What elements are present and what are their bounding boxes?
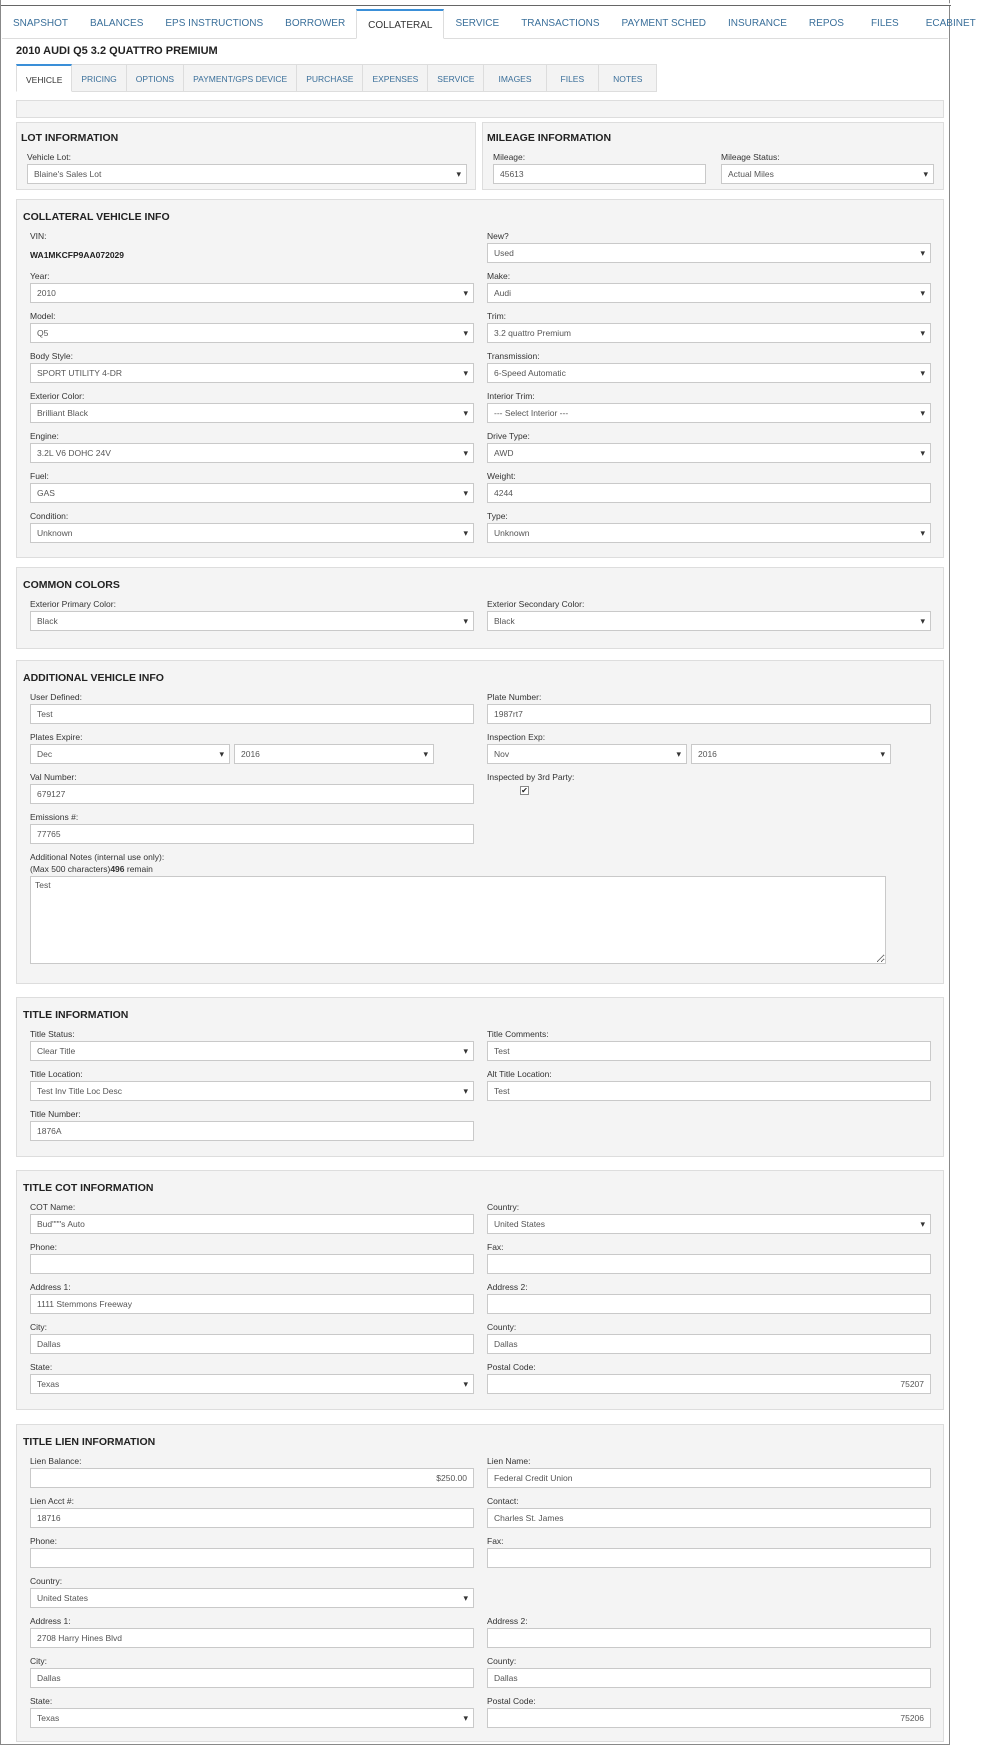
action-strip [16,100,944,118]
additional-notes-textarea[interactable] [30,876,886,964]
mileage-status-label: Mileage Status: [721,152,780,162]
user-defined-label: User Defined: [30,692,82,702]
engine-select[interactable]: 3.2L V6 DOHC 24V ▾ [30,443,474,463]
exterior-primary-color-label: Exterior Primary Color: [30,599,116,609]
body-style-label: Body Style: [30,351,73,361]
lien-balance-label: Lien Balance: [30,1456,82,1466]
cot-address1-input[interactable]: 1111 Stemmons Freeway [30,1294,474,1314]
tab-ecabinet[interactable]: ECABINET [925,18,976,29]
exterior-color-label: Exterior Color: [30,391,85,401]
cot-country-label: Country: [487,1202,520,1212]
exterior-secondary-color-label: Exterior Secondary Color: [487,599,585,609]
lien-contact-input[interactable]: Charles St. James [487,1508,931,1528]
inspected-by-3rd-party-label: Inspected by 3rd Party: [487,772,575,782]
val-number-label: Val Number: [30,772,77,782]
subtab-vehicle[interactable]: VEHICLE [16,64,72,92]
title-location-select[interactable]: Test Inv Title Loc Desc ▾ [30,1081,474,1101]
subtab-notes[interactable]: NOTES [599,64,657,92]
cot-state-select[interactable]: Texas ▾ [30,1374,474,1394]
title-cot-information-panel [16,1170,944,1410]
notes-remaining-count: 496 [110,864,125,874]
lien-postal-code-label: Postal Code: [487,1696,536,1706]
subtab-service[interactable]: SERVICE [428,64,484,92]
tab-eps-instructions[interactable]: EPS INSTRUCTIONS [165,18,264,29]
lien-address2-input[interactable] [487,1628,931,1648]
exterior-secondary-color-select[interactable]: Black ▾ [487,611,931,631]
section-title: MILEAGE INFORMATION [487,132,612,144]
weight-input[interactable]: 4244 [487,483,931,503]
title-number-label: Title Number: [30,1109,81,1119]
title-status-label: Title Status: [30,1029,75,1039]
lien-address1-label: Address 1: [30,1616,71,1626]
model-label: Model: [30,311,56,321]
val-number-input[interactable]: 679127 [30,784,474,804]
drive-type-select[interactable]: AWD ▾ [487,443,931,463]
title-comments-input[interactable]: Test [487,1041,931,1061]
title-status-select[interactable]: Clear Title ▾ [30,1041,474,1061]
alt-title-location-label: Alt Title Location: [487,1069,552,1079]
page-title: 2010 AUDI Q5 3.2 QUATTRO PREMIUM [16,45,218,57]
lien-state-label: State: [30,1696,53,1706]
trim-select[interactable]: 3.2 quattro Premium ▾ [487,323,931,343]
lien-country-select[interactable]: United States ▾ [30,1588,474,1608]
inspected-checkbox[interactable]: ✔ [521,786,528,795]
vin-value: WA1MKCFP9AA072029 [30,250,125,260]
interior-trim-select[interactable]: --- Select Interior --- ▾ [487,403,931,423]
weight-label: Weight: [487,471,516,481]
tab-snapshot[interactable]: SNAPSHOT [13,18,69,29]
cot-phone-label: Phone: [30,1242,57,1252]
notes-char-counter [30,864,153,874]
lien-postal-code-input[interactable]: 75206 [487,1708,931,1728]
tab-insurance[interactable]: INSURANCE [728,18,787,29]
cot-address2-label: Address 2: [487,1282,528,1292]
lien-balance-input[interactable]: $250.00 [30,1468,474,1488]
title-location-label: Title Location: [30,1069,83,1079]
tab-collateral[interactable]: COLLATERAL [356,9,444,39]
plates-expire-month-select[interactable]: Dec ▾ [30,744,230,764]
drive-type-label: Drive Type: [487,431,530,441]
mileage-status-select[interactable]: Actual Miles ▾ [721,164,934,184]
section-title: TITLE LIEN INFORMATION [23,1436,156,1448]
model-select[interactable]: Q5 ▾ [30,323,474,343]
tab-borrower[interactable]: BORROWER [285,18,346,29]
cot-county-input[interactable]: Dallas [487,1334,931,1354]
emissions-label: Emissions #: [30,812,79,822]
fuel-select[interactable]: GAS ▾ [30,483,474,503]
plate-number-label: Plate Number: [487,692,542,702]
tab-transactions[interactable]: TRANSACTIONS [521,18,600,29]
cot-city-label: City: [30,1322,47,1332]
main-tab-bar [2,9,976,39]
plate-number-input[interactable]: 1987rt7 [487,704,931,724]
sub-tab-bar [16,64,657,92]
fuel-label: Fuel: [30,471,49,481]
subtab-files[interactable]: FILES [547,64,600,92]
lien-phone-input[interactable] [30,1548,474,1568]
section-title: TITLE INFORMATION [23,1009,129,1021]
common-colors-panel [16,567,944,649]
section-title: COMMON COLORS [23,579,120,591]
cot-address1-label: Address 1: [30,1282,71,1292]
additional-notes-label: Additional Notes (internal use only): [30,852,165,862]
additional-vehicle-info-panel [16,660,944,984]
year-label: Year: [30,271,50,281]
collateral-vehicle-info-panel [16,199,944,558]
tab-service[interactable]: SERVICE [455,18,500,29]
plates-expire-label: Plates Expire: [30,732,83,742]
engine-label: Engine: [30,431,59,441]
lien-name-input[interactable]: Federal Credit Union [487,1468,931,1488]
cot-state-label: State: [30,1362,53,1372]
body-style-select[interactable]: SPORT UTILITY 4-DR ▾ [30,363,474,383]
lien-fax-label: Fax: [487,1536,504,1546]
transmission-label: Transmission: [487,351,540,361]
lien-address2-label: Address 2: [487,1616,528,1626]
section-title: ADDITIONAL VEHICLE INFO [23,672,164,684]
cot-name-input[interactable]: Bud"""s Auto [30,1214,474,1234]
lien-phone-label: Phone: [30,1536,57,1546]
subtab-pricing[interactable]: PRICING [72,64,126,92]
mileage-input[interactable]: 45613 [493,164,706,184]
inspection-exp-label: Inspection Exp: [487,732,546,742]
lien-address1-input[interactable]: 2708 Harry Hines Blvd [30,1628,474,1648]
subtab-expenses[interactable]: EXPENSES [363,64,428,92]
subtab-options[interactable]: OPTIONS [127,64,184,92]
lien-city-input[interactable]: Dallas [30,1668,474,1688]
section-title: COLLATERAL VEHICLE INFO [23,211,170,223]
plates-expire-year-select[interactable]: 2016 ▾ [234,744,434,764]
notes-remain-text: remain [124,864,153,874]
type-label: Type: [487,511,508,521]
tab-payment-sched[interactable]: PAYMENT SCHED [621,18,707,29]
cot-city-input[interactable]: Dallas [30,1334,474,1354]
lot-information-panel [16,122,476,190]
lien-county-input[interactable]: Dallas [487,1668,931,1688]
alt-title-location-input[interactable]: Test [487,1081,931,1101]
exterior-color-select[interactable]: Brilliant Black ▾ [30,403,474,423]
trim-label: Trim: [487,311,507,321]
vin-label: VIN: [30,231,47,241]
make-label: Make: [487,271,511,281]
lien-acct-input[interactable]: 18716 [30,1508,474,1528]
title-number-input[interactable]: 1876A [30,1121,474,1141]
lien-country-label: Country: [30,1576,63,1586]
lien-contact-label: Contact: [487,1496,519,1506]
new-label: New? [487,231,509,241]
year-select[interactable]: 2010 ▾ [30,283,474,303]
title-lien-information-panel [16,1424,944,1742]
user-defined-input[interactable]: Test [30,704,474,724]
subtab-images[interactable]: IMAGES [484,64,546,92]
section-title: LOT INFORMATION [21,132,119,144]
lien-city-label: City: [30,1656,47,1666]
lien-acct-label: Lien Acct #: [30,1496,74,1506]
mileage-information-panel [482,122,944,190]
make-select[interactable]: Audi ▾ [487,283,931,303]
subtab-purchase[interactable]: PURCHASE [297,64,363,92]
vehicle-lot-label: Vehicle Lot: [27,152,71,162]
torn-edge [1,0,951,6]
notes-max-text: (Max 500 characters) [30,864,111,874]
cot-phone-input[interactable] [30,1254,474,1274]
exterior-primary-color-select[interactable]: Black ▾ [30,611,474,631]
cot-postal-code-label: Postal Code: [487,1362,536,1372]
inspection-month-select[interactable]: Nov ▾ [487,744,687,764]
title-comments-label: Title Comments: [487,1029,549,1039]
transmission-select[interactable]: 6-Speed Automatic ▾ [487,363,931,383]
interior-trim-label: Interior Trim: [487,391,535,401]
section-title: TITLE COT INFORMATION [23,1182,154,1194]
cot-county-label: County: [487,1322,517,1332]
cot-fax-label: Fax: [487,1242,504,1252]
lien-name-label: Lien Name: [487,1456,531,1466]
cot-address2-input[interactable] [487,1294,931,1314]
lien-fax-input[interactable] [487,1548,931,1568]
new-select[interactable]: Used ▾ [487,243,931,263]
lien-county-label: County: [487,1656,517,1666]
tab-files[interactable]: FILES [870,18,899,29]
lien-state-select[interactable]: Texas ▾ [30,1708,474,1728]
subtab-payment-gps-device[interactable]: PAYMENT/GPS DEVICE [184,64,297,92]
cot-name-label: COT Name: [30,1202,76,1212]
tab-balances[interactable]: BALANCES [90,18,144,29]
cot-postal-code-input[interactable]: 75207 [487,1374,931,1394]
condition-select[interactable]: Unknown ▾ [30,523,474,543]
inspection-year-select[interactable]: 2016 ▾ [691,744,891,764]
title-information-panel [16,997,944,1157]
cot-fax-input[interactable] [487,1254,931,1274]
emissions-input[interactable]: 77765 [30,824,474,844]
type-select[interactable]: Unknown ▾ [487,523,931,543]
tab-repos[interactable]: REPOS [808,18,844,29]
condition-label: Condition: [30,511,69,521]
cot-country-select[interactable]: United States ▾ [487,1214,931,1234]
vehicle-lot-select[interactable]: Blaine's Sales Lot ▾ [27,164,467,184]
mileage-label: Mileage: [493,152,526,162]
